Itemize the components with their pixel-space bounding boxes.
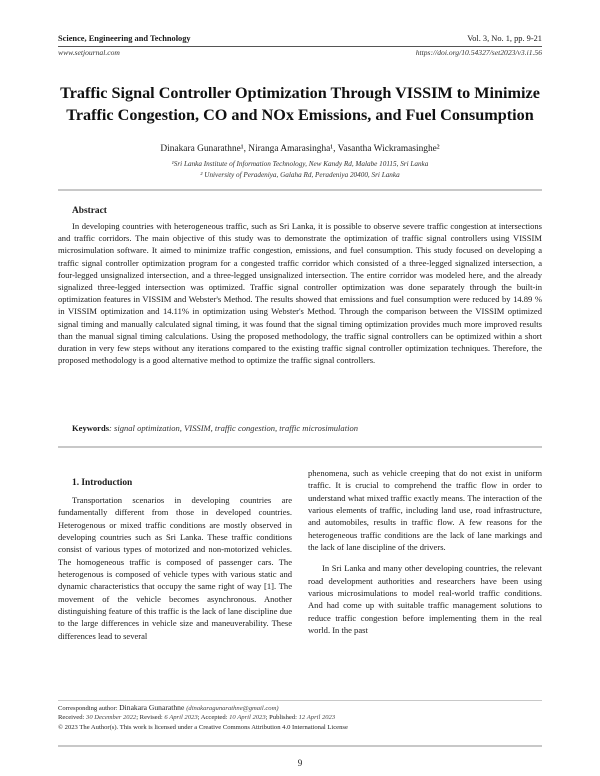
section-divider <box>58 446 542 448</box>
volume-info: Vol. 3, No. 1, pp. 9-21 <box>467 34 542 43</box>
title-line-2: Traffic Congestion, CO and NOx Emissions, and Fuel Consumption <box>66 106 534 124</box>
footer-divider <box>58 745 542 747</box>
author-list: Dinakara Gunarathne¹, Niranga Amarasingha¹, Vasantha Wickramasinghe² <box>160 144 440 154</box>
journal-website-link[interactable]: www.setjournal.com <box>58 48 120 57</box>
received-date: 30 December 2022 <box>86 714 137 721</box>
intro-paragraph-2: phenomena, such as vehicle creeping that do not exist in uniform traffic. It is crucial to comprehend the traffic flow in order to understand what mixed traffic exactly means. The interaction of the various elements of traffic, including land use, road infrastructure, and automobiles, results in traffic flow. A few reasons for the heterogeneous traffic conditions are the lack of lane markings and the lack of lane discipline of the drivers. <box>308 468 542 553</box>
published-date: 12 April 2023 <box>298 714 336 721</box>
published-label: ; Published: <box>265 714 299 721</box>
corresponding-email-link[interactable]: (dinakaragunarathne@gmail.com) <box>186 705 279 712</box>
abstract-text: In developing countries with heterogeneous traffic, such as Sri Lanka, it is possible to observe severe traffic congestion at intersections and traffic corridors. The main objective of this study was to demonstrate the optimization of traffic signal controllers using VISSIM microsimulation software. It aimed to minimize traffic congestion, emissions, and fuel consumption. This study focused on developing a traffic signal controller optimization program for a congested traffic corridor which consisted of a three-legged signalized intersection, a four-legged unsignalized intersection, and a three-legged unsignalized intersection. The entire corridor was modeled here, and the already signalized three-legged intersection was optimized. Traffic signal controller optimization was done separately through the built-in optimization features in VISSIM and Webster's Method. The results showed that emissions and fuel consumption were reduced by 14.89 % in VISSIM optimization and 14.11% in optimization using Webster's Method. Through the comparison between the VISSIM optimized signal timing and manually calculated signal timing, it was found that the signal timing optimization provides much more improved results than the manual signal timing calculations. Using the proposed methodology, the traffic signal controllers can be optimized within a short duration in very few steps without any iterations compared to the existing traffic signal controller optimization techniques. Therefore, the proposed methodology is a good alternative method to optimize the traffic signal controllers. <box>58 221 542 366</box>
affiliation-1: ¹Sri Lanka Institute of Information Technology, New Kandy Rd, Malabe 10115, Sri Lanka <box>171 160 429 168</box>
title-line-1: Traffic Signal Controller Optimization Through VISSIM to Minimize <box>60 84 540 102</box>
keywords-label: Keywords <box>72 423 110 433</box>
revised-date: 6 April 2023 <box>164 714 198 721</box>
introduction-heading: 1. Introduction <box>72 478 133 488</box>
section-divider <box>58 189 542 191</box>
right-column <box>308 467 542 636</box>
corresponding-label: Corresponding author: <box>58 705 120 712</box>
keywords-value: signal optimization, VISSIM, traffic congestion, traffic microsimulation <box>114 423 359 433</box>
paper-title <box>40 82 560 126</box>
page-number: 9 <box>297 758 303 768</box>
left-column <box>58 494 292 642</box>
accepted-label: ; Accepted: <box>197 714 230 721</box>
keywords-separator: : <box>109 423 115 433</box>
publication-dates <box>58 714 335 721</box>
abstract-heading: Abstract <box>72 206 107 216</box>
license-notice: © 2023 The Author(s). This work is licensed under a Creative Commons Attribution 4.0 International License <box>58 724 348 731</box>
journal-name: Science, Engineering and Technology <box>58 34 191 43</box>
corresponding-author <box>58 703 279 712</box>
received-label: Received: <box>58 714 87 721</box>
header-divider <box>58 46 542 47</box>
doi-link[interactable]: https://doi.org/10.54327/set2023/v3.i1.56 <box>415 48 542 57</box>
intro-paragraph-3: In Sri Lanka and many other developing countries, the relevant road development authorities and researchers have been using various microsimulations to model real-world traffic conditions. And had come up with suitable traffic management solutions to reduce traffic congestion before implementing them in the real world. In the past <box>308 563 542 636</box>
corresponding-name: Dinakara Gunarathne <box>119 703 187 712</box>
keywords-line <box>72 423 358 433</box>
accepted-date: 10 April 2023 <box>229 714 266 721</box>
footer-divider <box>58 700 542 701</box>
revised-label: ; Revised: <box>136 714 165 721</box>
intro-paragraph-1: Transportation scenarios in developing countries are fundamentally different from those in developed countries. Heterogenous or mixed traffic conditions are mostly observed in developing countries such as Sri Lanka. These traffic conditions consist of various types of motorized and non-motorized vehicles. The homogeneous traffic is composed of passenger cars. The heterogenous is composed of vehicle types with various static and dynamic characteristics that occupy the same right of way [1]. The movement of the vehicle becomes asynchronous. Another distinguishing feature of this traffic is the lack of lane discipline due to the large differences in vehicle size and maneuverability. These differences lead to several <box>58 495 292 641</box>
affiliation-2: ² University of Peradeniya, Galaha Rd, Peradeniya 20400, Sri Lanka <box>200 171 400 179</box>
